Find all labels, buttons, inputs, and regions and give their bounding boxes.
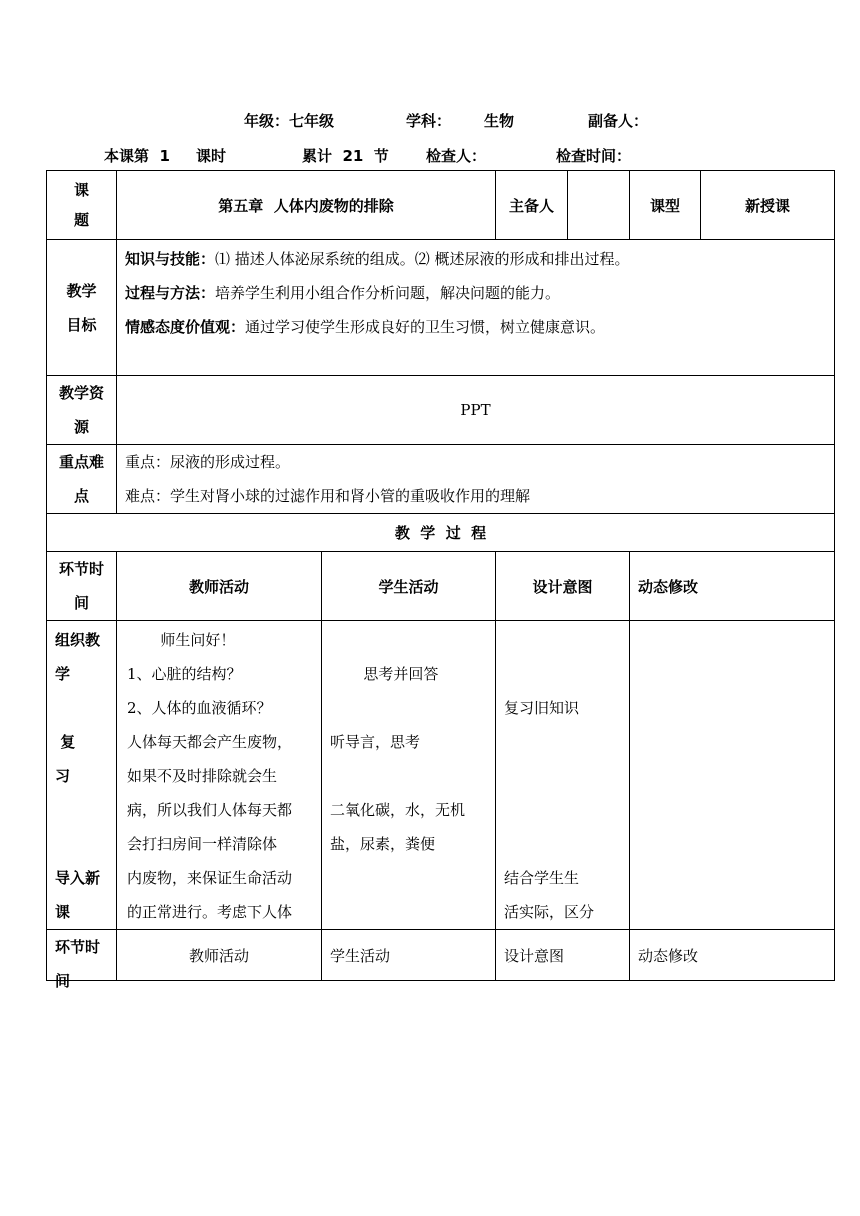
emotion-goal-label: 情感态度价值观：: [125, 318, 246, 336]
process-goal-label: 过程与方法：: [125, 284, 216, 302]
goals-label: 教学 目标: [47, 240, 117, 376]
teacher-line: 2、人体的血液循环？: [127, 699, 272, 717]
repeat-header-row: [47, 930, 835, 981]
type-label: 课型: [630, 171, 701, 239]
goals-content: [117, 240, 835, 376]
main-preparer-label: 主备人: [496, 171, 568, 240]
modify-column-header: 动态修改: [630, 552, 835, 621]
design-line: [504, 793, 629, 827]
key-points-row: [47, 445, 835, 514]
checker-label: 检查人：: [426, 147, 487, 165]
design-line: [504, 827, 629, 861]
stage-line: [55, 793, 116, 827]
student-line: 二氧化碳，水，无机: [330, 801, 466, 819]
teacher-line: 如果不及时排除就会生: [127, 767, 278, 785]
teacher-activity-cell: [117, 621, 322, 930]
student-line: [330, 759, 495, 793]
resource-value: PPT: [117, 376, 835, 445]
lesson-plan-table: [46, 170, 835, 990]
design-line: [504, 657, 629, 691]
total-lessons: 累计 21 节: [302, 147, 389, 165]
lesson-number: 本课第 1 课时: [104, 147, 226, 165]
student-line: [330, 623, 495, 657]
process-title-row: [47, 514, 835, 552]
goals-row: [47, 240, 835, 376]
grade-label: 年级：七年级: [244, 112, 335, 130]
repeat-stage-header: [47, 930, 117, 990]
student-line: 思考并回答: [330, 665, 439, 683]
stage-line: 导入新: [55, 869, 101, 887]
resource-label: 教学资 源: [47, 376, 117, 445]
student-line: 听导言，思考: [330, 733, 421, 751]
student-line: [330, 691, 495, 725]
teacher-line: 1、心脏的结构？: [127, 665, 242, 683]
topic-row: [47, 171, 835, 240]
key-points-label: 重点难 点: [47, 445, 117, 514]
emotion-goal: [125, 310, 834, 344]
check-time-label: 检查时间：: [556, 147, 632, 165]
student-line: [330, 861, 495, 895]
knowledge-goal: [125, 242, 834, 276]
subject-label: 学科：: [406, 112, 452, 130]
teacher-line: 师生问好！: [127, 631, 236, 649]
design-line: 结合学生生: [504, 869, 580, 887]
repeat-design-header: 设计意图: [496, 930, 630, 981]
key-point: 重点：尿液的形成过程。: [125, 453, 291, 471]
teacher-column-header: 教师活动: [117, 552, 322, 621]
type-value: 新授课: [744, 196, 790, 215]
knowledge-goal-label: 知识与技能：: [125, 250, 216, 268]
main-preparer-value: [568, 171, 630, 240]
stage-line: [55, 691, 116, 725]
repeat-stage-text: 环节时 间: [55, 938, 101, 990]
stage-cell: [47, 621, 117, 930]
knowledge-goal-text: ⑴ 描述人体泌尿系统的组成。⑵ 概述尿液的形成和排出过程。: [215, 250, 630, 268]
design-intent-cell: [496, 621, 630, 930]
teacher-line: 人体每天都会产生废物，: [127, 733, 293, 751]
repeat-student-header: 学生活动: [322, 930, 496, 981]
teacher-line: 的正常进行。考虑下人体: [127, 903, 293, 921]
process-goal: [125, 276, 834, 310]
process-body-row: [47, 621, 835, 930]
stage-line: [55, 827, 116, 861]
topic-title: 第五章 人体内废物的排除: [117, 171, 496, 240]
dynamic-modify-cell: [630, 621, 835, 930]
emotion-goal-text: 通过学习使学生形成良好的卫生习惯，树立健康意识。: [245, 318, 606, 336]
column-header-row: [47, 552, 835, 621]
student-line: 盐，尿素，粪便: [330, 835, 436, 853]
difficulty: 难点：学生对肾小球的过滤作用和肾小管的重吸收作用的理解: [125, 487, 531, 505]
teacher-line: 病，所以我们人体每天都: [127, 801, 293, 819]
student-line: [330, 895, 495, 929]
stage-line: 学: [55, 665, 71, 683]
key-points-content: [117, 445, 835, 514]
stage-line: 课: [55, 903, 71, 921]
design-line: [504, 725, 629, 759]
stage-line: 组织教: [55, 631, 101, 649]
process-title: 教 学 过 程: [47, 514, 835, 552]
design-line: 活实际，区分: [504, 903, 595, 921]
stage-column-header: 环节时 间: [47, 552, 117, 621]
design-line: [504, 623, 629, 657]
design-line: 复习旧知识: [504, 699, 580, 717]
student-activity-cell: [322, 621, 496, 930]
teacher-line: 会打扫房间一样清除体: [127, 835, 278, 853]
resource-row: [47, 376, 835, 445]
stage-line: 习: [55, 767, 71, 785]
design-column-header: 设计意图: [496, 552, 630, 621]
type-cell: [630, 171, 835, 240]
topic-label: 课 题: [47, 171, 117, 240]
process-goal-text: 培养学生利用小组合作分析问题，解决问题的能力。: [215, 284, 561, 302]
subject-value: 生物: [484, 112, 515, 130]
student-column-header: 学生活动: [322, 552, 496, 621]
deputy-preparer-label: 副备人：: [588, 112, 649, 130]
stage-line: 复: [55, 733, 76, 751]
design-line: [504, 759, 629, 793]
repeat-modify-header: 动态修改: [630, 930, 835, 981]
repeat-teacher-header: 教师活动: [117, 930, 322, 981]
teacher-line: 内废物，来保证生命活动: [127, 869, 293, 887]
